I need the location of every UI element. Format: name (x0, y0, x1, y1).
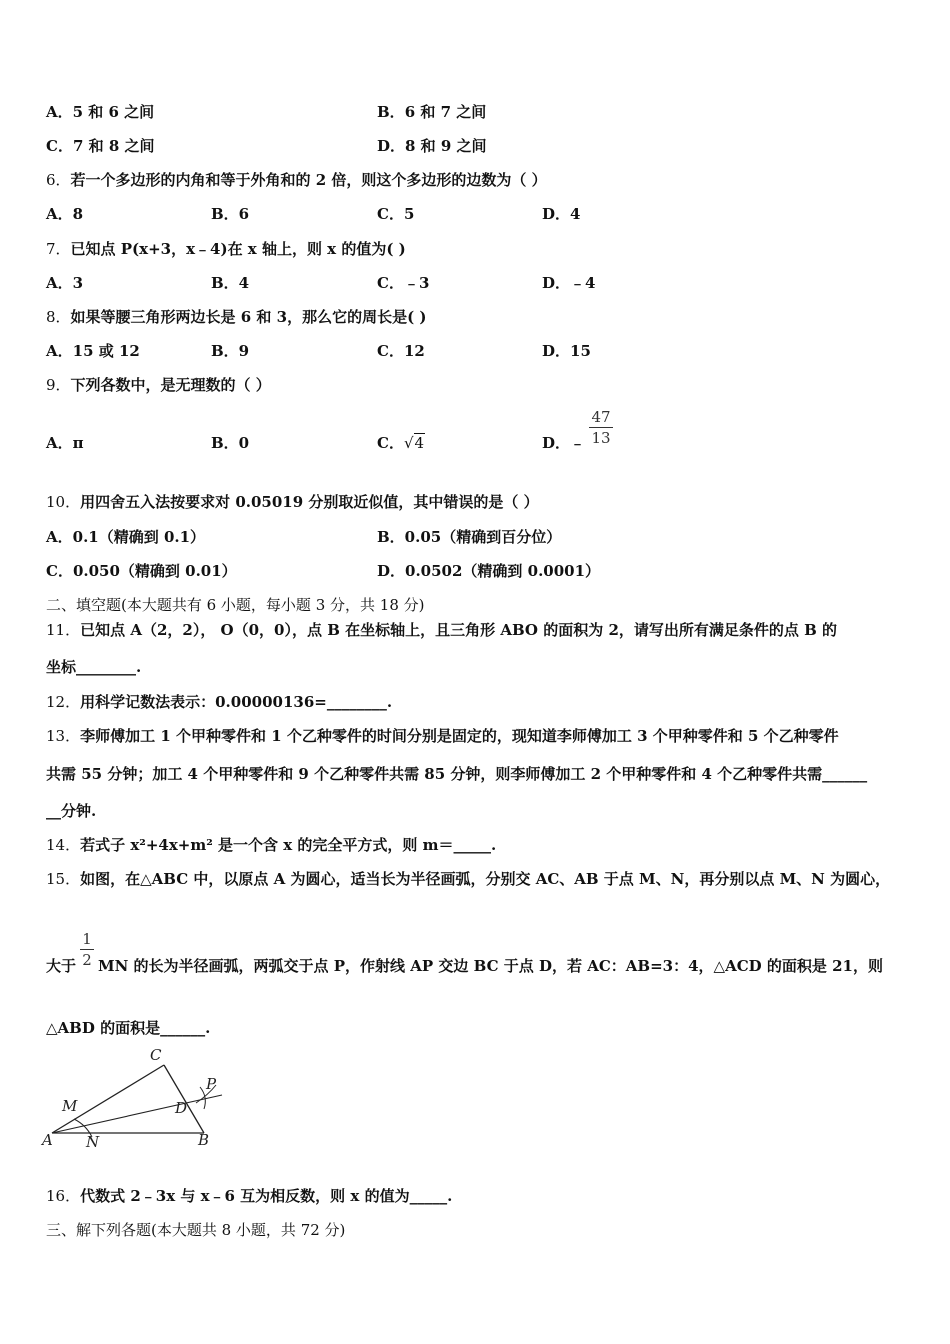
question-15-line1: 15．如图，在△ABC 中，以原点 A 为圆心，适当长为半径画弧，分别交 AC、AB 于点 M、N，再分别以点 M、N 为圆心， (46, 870, 891, 888)
q10-option-a: A．0.1（精确到 0.1） (46, 528, 206, 546)
question-9: 9．下列各数中，是无理数的（ ） (46, 376, 271, 394)
q8-option-d: D．15 (542, 342, 591, 360)
q9-option-c: C．√4 (377, 434, 425, 452)
question-13-line1: 13．李师傅加工 1 个甲种零件和 1 个乙种零件的时间分别是固定的，现知道李师傅加工 3 个甲种零件和 5 个乙种零件 (46, 727, 839, 745)
q5-option-d: D．8 和 9 之间 (377, 137, 487, 155)
q8-option-b: B．9 (211, 342, 250, 360)
question-7: 7．已知点 P(x+3，x﹣4)在 x 轴上，则 x 的值为( ) (46, 240, 406, 258)
question-11-line1: 11．已知点 A（2，2）， O（0，0），点 B 在坐标轴上，且三角形 ABO 的面积为 2，请写出所有满足条件的点 B 的 (46, 621, 838, 639)
label-a: A (42, 1131, 53, 1149)
sqrt-expression: √4 (403, 434, 425, 452)
question-15-line3: △ABD 的面积是______. (46, 1019, 211, 1037)
question-12: 12．用科学记数法表示：0.00000136=________. (46, 693, 393, 711)
question-15-line2-prefix: 大于 (46, 957, 77, 975)
q7-option-d: D．﹣4 (542, 274, 596, 292)
q9-fraction: 47 13 (589, 408, 613, 447)
q5-option-b: B．6 和 7 之间 (377, 103, 487, 121)
q8-option-a: A．15 或 12 (46, 342, 140, 360)
q5-option-c: C．7 和 8 之间 (46, 137, 155, 155)
q7-option-b: B．4 (211, 274, 250, 292)
q15-fraction: 1 2 (80, 930, 94, 969)
triangle-figure (40, 1045, 240, 1155)
q10-option-c: C．0.050（精确到 0.01） (46, 562, 237, 580)
label-d: D (175, 1099, 188, 1117)
q6-option-a: A．8 (46, 205, 84, 223)
question-15-line2: MN 的长为半径画弧，两弧交于点 P，作射线 AP 交边 BC 于点 D，若 AC：AB=3：4，△ACD 的面积是 21，则 (98, 957, 883, 975)
q6-option-c: C．5 (377, 205, 415, 223)
ray-ap (52, 1095, 222, 1133)
q7-option-c: C．﹣3 (377, 274, 430, 292)
q9-option-b: B．0 (211, 434, 250, 452)
q9-option-a: A．π (46, 434, 84, 452)
label-n: N (86, 1133, 100, 1151)
label-m: M (62, 1097, 78, 1115)
q9-option-d: D．﹣ (542, 434, 586, 452)
q8-option-c: C．12 (377, 342, 425, 360)
question-14: 14．若式子 x²+4x+m² 是一个含 x 的完全平方式，则 m＝_____. (46, 836, 497, 854)
label-c: C (150, 1046, 162, 1064)
question-11-line2: 坐标________. (46, 658, 142, 676)
q5-option-a: A．5 和 6 之间 (46, 103, 155, 121)
question-16: 16．代数式 2﹣3x 与 x﹣6 互为相反数，则 x 的值为_____. (46, 1187, 453, 1205)
question-13-line3: __分钟. (46, 802, 97, 820)
section-3-heading: 三、解下列各题(本大题共 8 小题，共 72 分) (46, 1221, 346, 1239)
question-10: 10．用四舍五入法按要求对 0.05019 分别取近似值，其中错误的是（ ） (46, 493, 539, 511)
label-p: P (206, 1075, 217, 1093)
question-6: 6．若一个多边形的内角和等于外角和的 2 倍，则这个多边形的边数为（ ） (46, 171, 547, 189)
section-2-heading: 二、填空题(本大题共有 6 小题，每小题 3 分，共 18 分) (46, 596, 425, 614)
q10-option-b: B．0.05（精确到百分位） (377, 528, 562, 546)
q10-option-d: D．0.0502（精确到 0.0001） (377, 562, 601, 580)
question-8: 8．如果等腰三角形两边长是 6 和 3，那么它的周长是( ) (46, 308, 427, 326)
q6-option-d: D．4 (542, 205, 581, 223)
q6-option-b: B．6 (211, 205, 250, 223)
q7-option-a: A．3 (46, 274, 84, 292)
question-13-line2: 共需 55 分钟；加工 4 个甲种零件和 9 个乙种零件共需 85 分钟，则李师傅加工 2 个甲种零件和 4 个乙种零件共需______ (46, 765, 868, 783)
label-b: B (198, 1131, 210, 1149)
